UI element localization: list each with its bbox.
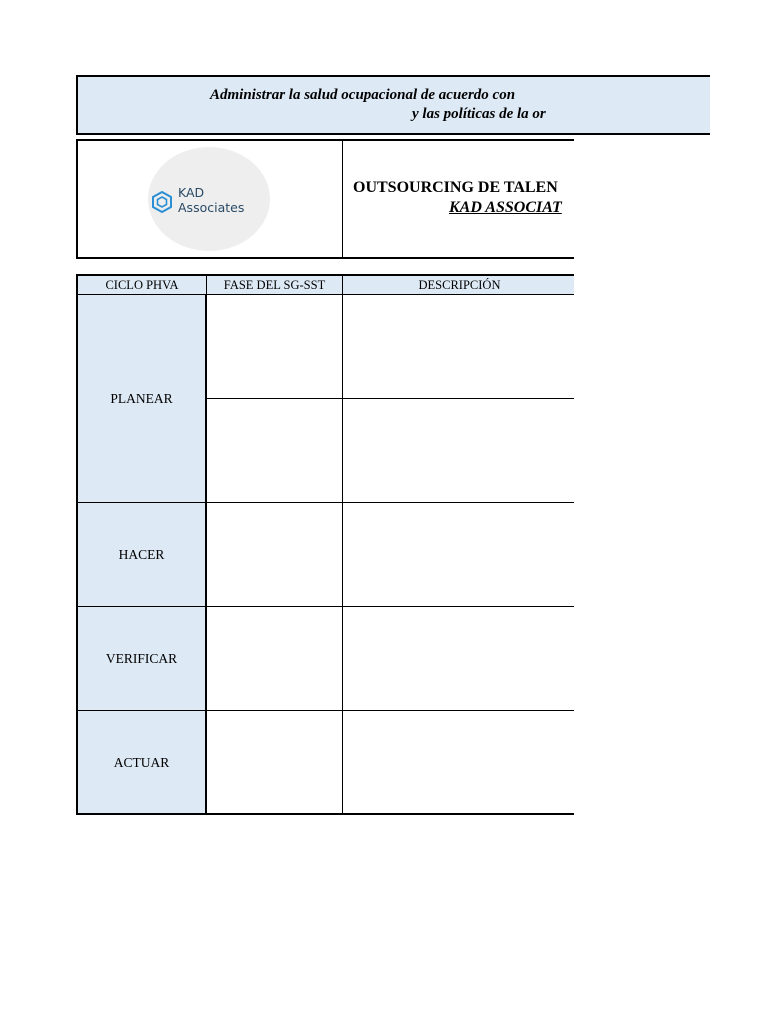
- phase-planear: PLANEAR: [78, 295, 207, 503]
- fase-cell-5: [207, 711, 343, 815]
- logo-cell: [78, 141, 343, 257]
- document-header: [76, 139, 574, 259]
- descripcion-cell-4: [343, 607, 574, 711]
- logo-line-1: KAD: [178, 185, 205, 200]
- title-cell: [343, 141, 574, 257]
- objective-line-2: y las políticas de la or: [412, 106, 546, 122]
- phase-verificar: VERIFICAR: [78, 607, 207, 711]
- descripcion-cell-1: [343, 295, 574, 399]
- column-header-ciclo: CICLO PHVA: [78, 276, 207, 295]
- company-name: OUTSOURCING DE TALEN: [353, 179, 558, 196]
- descripcion-cell-3: [343, 503, 574, 607]
- descripcion-cell-5: [343, 711, 574, 815]
- phase-actuar: ACTUAR: [78, 711, 207, 815]
- objective-line-1: Administrar la salud ocupacional de acuerdo con: [210, 87, 516, 103]
- column-header-descripcion: DESCRIPCIÓN: [343, 276, 574, 295]
- fase-cell-2: [207, 399, 343, 503]
- company-subtitle: KAD ASSOCIAT: [449, 199, 562, 216]
- hexagon-logo-icon: [152, 191, 172, 213]
- fase-cell-4: [207, 607, 343, 711]
- logo-wordmark: [178, 185, 244, 215]
- objective-banner: [76, 75, 710, 135]
- column-header-fase: FASE DEL SG-SST: [207, 276, 343, 295]
- logo-line-2: Associates: [178, 200, 245, 215]
- fase-cell-3: [207, 503, 343, 607]
- phase-hacer: HACER: [78, 503, 207, 607]
- fase-cell-1: [207, 295, 343, 399]
- descripcion-cell-2: [343, 399, 574, 503]
- phva-table: [76, 274, 574, 815]
